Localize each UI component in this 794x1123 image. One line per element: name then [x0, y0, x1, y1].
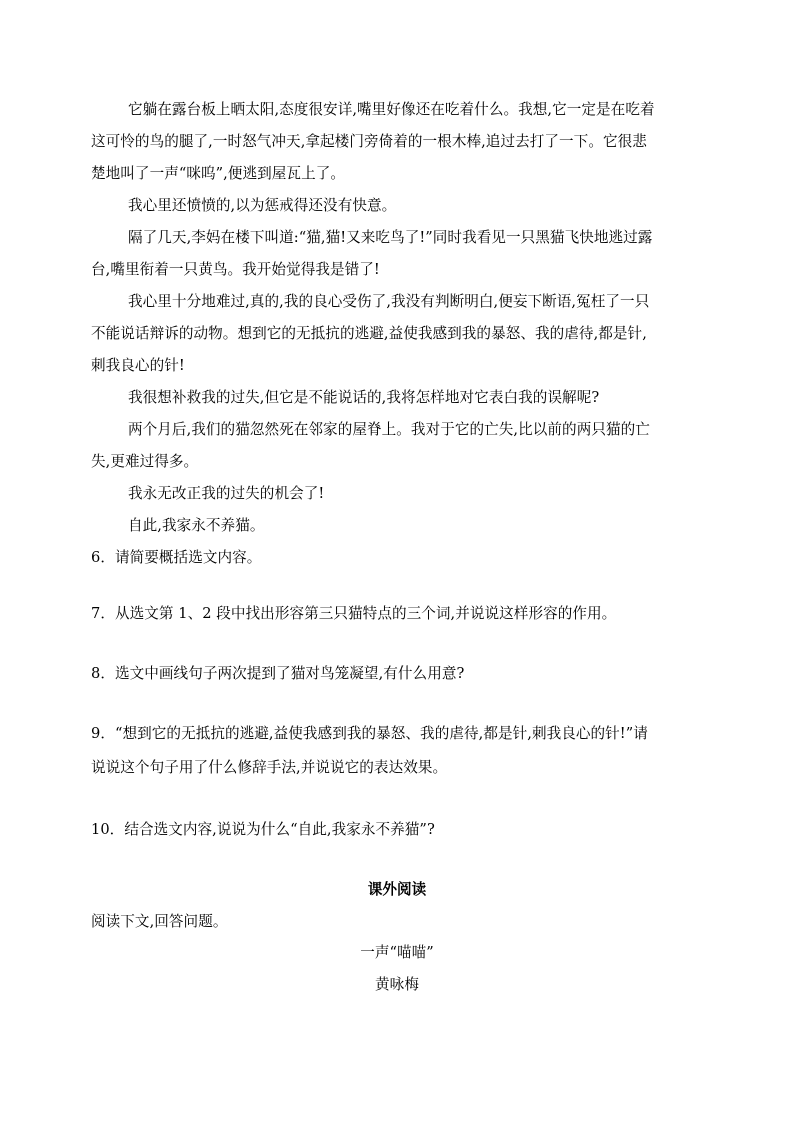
article-author: 黄咏梅: [375, 976, 419, 993]
paragraph-line: 刺我良心的针!: [91, 357, 185, 374]
question-line: 7．从选文第 1、2 段中找出形容第三只猫特点的三个词,并说说这样形容的作用。: [91, 605, 617, 622]
paragraph-line: 这可怜的鸟的腿了,一时怒气冲天,拿起楼门旁倚着的一根木棒,追过去打了一下。它很悲: [91, 133, 647, 150]
question-line: 8．选文中画线句子两次提到了猫对鸟笼凝望,有什么用意?: [91, 665, 465, 682]
paragraph-line: 我很想补救我的过失,但它是不能说话的,我将怎样地对它表白我的误解呢?: [128, 389, 600, 406]
question-line: 说说这个句子用了什么修辞手法,并说说它的表达效果。: [91, 759, 448, 776]
article-title: 一声“喵喵”: [360, 944, 434, 961]
paragraph-line: 我心里十分地难过,真的,我的良心受伤了,我没有判断明白,便妄下断语,冤枉了一只: [128, 293, 650, 310]
section-title: 课外阅读: [367, 881, 427, 898]
paragraph-line: 楚地叫了一声“咪呜”,便逃到屋瓦上了。: [91, 165, 346, 182]
paragraph-line: 两个月后,我们的猫忽然死在邻家的屋脊上。我对于它的亡失,比以前的两只猫的亡: [128, 421, 650, 438]
paragraph-line: 失,更难过得多。: [91, 453, 199, 470]
paragraph-line: 我心里还愤愤的,以为惩戒得还没有快意。: [128, 197, 397, 214]
paragraph-line: 不能说话辩诉的动物。想到它的无抵抗的逃避,益使我感到我的暴怒、我的虐待,都是针,: [91, 325, 647, 342]
question-line: 6．请简要概括选文内容。: [91, 549, 262, 566]
paragraph-line: 隔了几天,李妈在楼下叫道:“猫,猫!又来吃鸟了!”同时我看见一只黑猫飞快地逃过露: [128, 229, 653, 246]
paragraph-line: 它躺在露台板上晒太阳,态度很安详,嘴里好像还在吃着什么。我想,它一定是在吃着: [128, 101, 655, 118]
paragraph-line: 台,嘴里衔着一只黄鸟。我开始觉得我是错了!: [91, 261, 380, 278]
question-line: 9．“想到它的无抵抗的逃避,益使我感到我的暴怒、我的虐待,都是针,刺我良心的针!”请: [91, 725, 648, 742]
instruction-text: 阅读下文,回答问题。: [91, 913, 228, 930]
paragraph-line: 自此,我家永不养猫。: [128, 517, 265, 534]
question-line: 10．结合选文内容,说说为什么“自此,我家永不养猫”?: [91, 821, 435, 838]
paragraph-line: 我永无改正我的过失的机会了!: [128, 485, 325, 502]
